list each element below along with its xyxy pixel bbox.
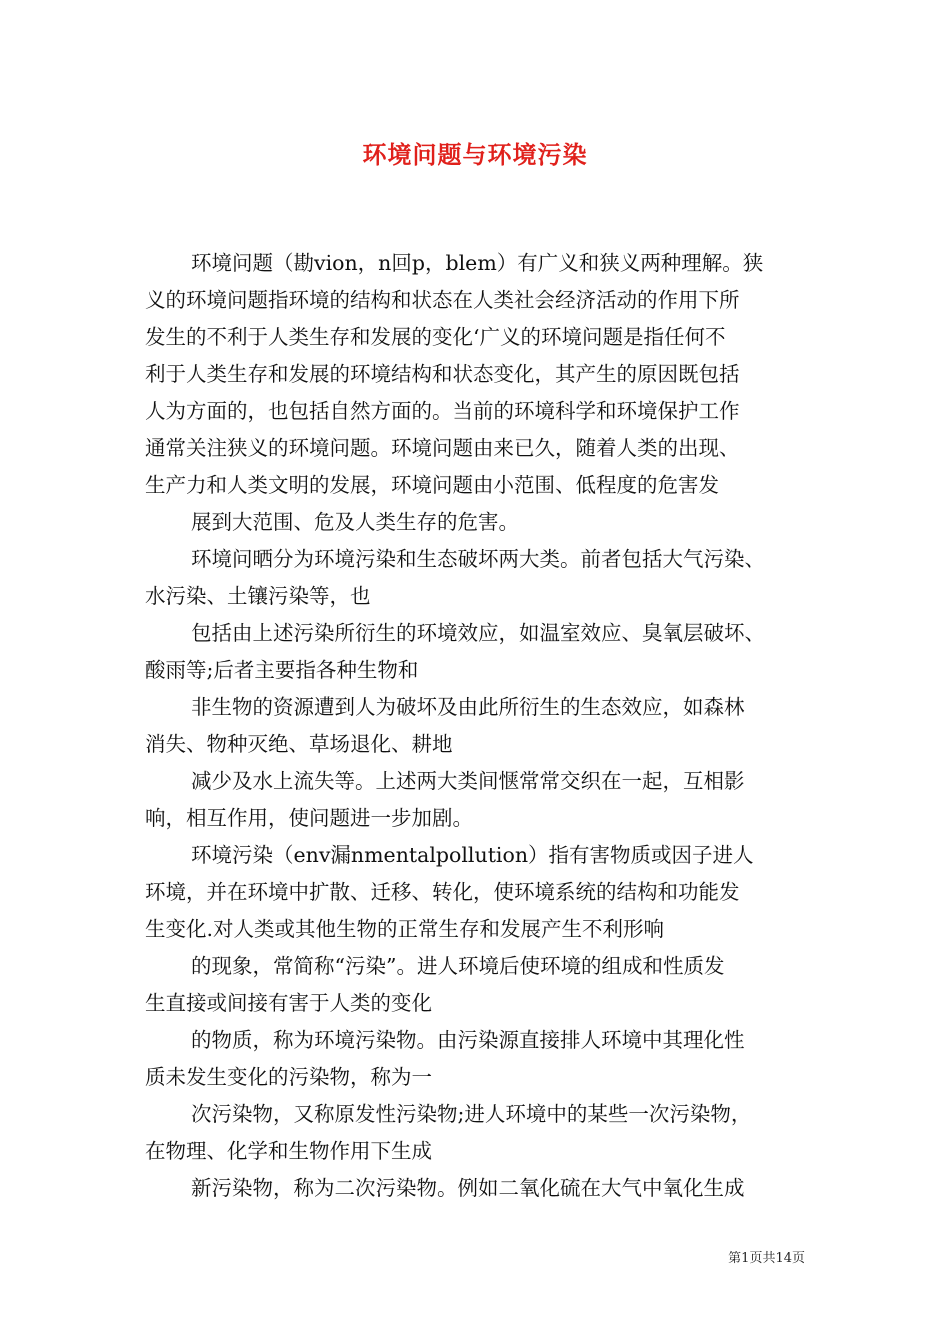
text-line: 在物理、化学和生物作用下生成 <box>145 1139 432 1163</box>
text-line: 包括由上述污染所衍生的环境效应，如温室效应、臭氧层破坏、 <box>191 621 765 645</box>
text-line: 展到大范围、危及人类生存的危害。 <box>191 510 519 534</box>
text-line: 水污染、土镶污染等，也 <box>145 584 371 608</box>
text-line: 环境，并在环境中扩散、迁移、转化，使环境系统的结构和功能发 <box>145 880 740 904</box>
text-line: 减少及水上流失等。上述两大类间惬常常交织在一起，互相影 <box>191 769 745 793</box>
text-line: 通常关注狭义的环境问题。环境问题由来已久，随着人类的出现、 <box>145 436 740 460</box>
text-line: 非生物的资源遭到人为破坏及由此所衍生的生态效应，如森林 <box>191 695 745 719</box>
text-line: 生变化.对人类或其他生物的正常生存和发展产生不利形响 <box>145 917 665 941</box>
text-line: 利于人类生存和发展的环境结构和状态变化，其产生的原因既包括 <box>145 362 740 386</box>
text-line: 酸雨等;后者主要指各种生物和 <box>145 658 419 682</box>
text-line: 生产力和人类文明的发展，环境问题由小范围、低程度的危害发 <box>145 473 719 497</box>
text-line: 新污染物，称为二次污染物。例如二氧化硫在大气中氧化生成 <box>191 1176 745 1200</box>
text-line: 质未发生变化的污染物，称为一 <box>145 1065 432 1089</box>
document-body <box>145 245 815 1207</box>
text-line: 的现象，常简称“污染”。进人环境后使环境的组成和性质发 <box>191 954 725 978</box>
text-line: 环境问题（勘vion，n回p，blem）有广义和狭义两种理解。狭 <box>191 251 764 275</box>
text-line: 人为方面的，也包括自然方面的。当前的环境科学和环境保护工作 <box>145 399 740 423</box>
page-number: 第1页共14页 <box>728 1251 805 1266</box>
text-line: 次污染物，又称原发性污染物;进人环境中的某些一次污染物， <box>191 1102 752 1126</box>
text-line: 环境问晒分为环境污染和生态破坏两大类。前者包括大气污染、 <box>191 547 765 571</box>
text-line: 响，相互作用，使问题进一步加剧。 <box>145 806 473 830</box>
text-line: 生直接或间接有害于人类的变化 <box>145 991 432 1015</box>
text-line: 的物质，称为环境污染物。由污染源直接排人环境中其理化性 <box>191 1028 745 1052</box>
text-line: 消失、物种灭绝、草场退化、耕地 <box>145 732 453 756</box>
text-line: 义的环境问题指环境的结构和状态在人类社会经济活动的作用下所 <box>145 288 740 312</box>
page-title: 环境问题与环境污染 <box>362 140 588 169</box>
text-line: 发生的不利于人类生存和发展的变化‘广义的环境问题是指任何不 <box>145 325 726 349</box>
text-line: 环境污染（env漏nmentalpollution）指有害物质或因子进人 <box>191 843 754 867</box>
